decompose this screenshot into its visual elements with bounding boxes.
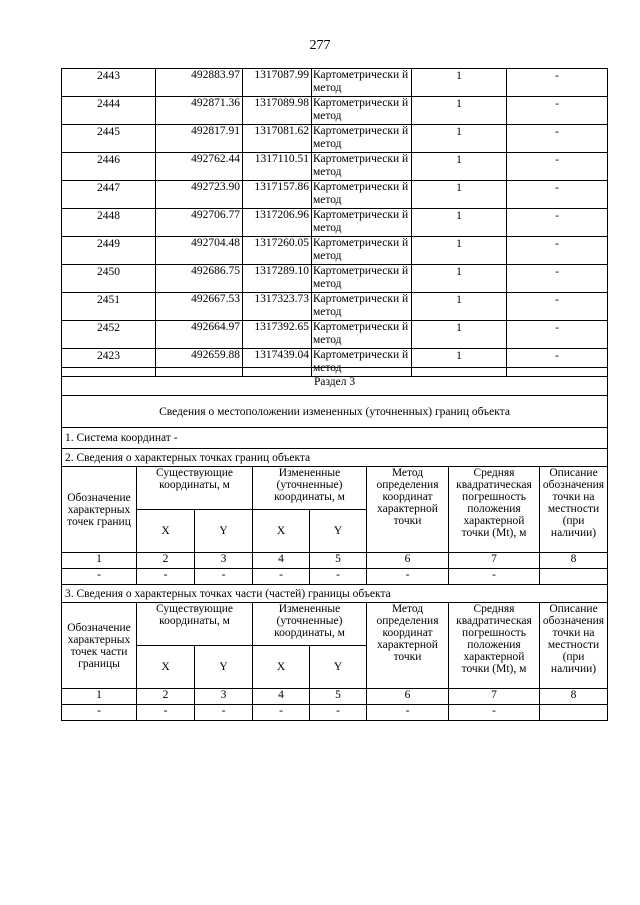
table-row [62,181,608,209]
accuracy-cell: 1 [412,181,507,209]
description-cell: - [507,69,608,97]
description-cell: - [507,321,608,349]
table-row [62,321,608,349]
coord-x: 492686.75 [156,265,243,293]
empty-cell: - [310,705,367,721]
header-y: Y [310,646,367,689]
col-number: 1 [62,689,137,705]
method-cell: Картометрически й метод [312,209,412,237]
coord-x: 492706.77 [156,209,243,237]
description-cell: - [507,265,608,293]
table-row [62,97,608,125]
table-row [62,125,608,153]
coord-y: 1317289.10 [243,265,312,293]
col-number: 5 [310,689,367,705]
method-cell: Картометрически й метод [312,265,412,293]
empty-cell: - [62,569,137,585]
header-y: Y [195,510,253,553]
description-cell: - [507,181,608,209]
table-row [62,265,608,293]
empty-cell: - [195,705,253,721]
description-cell: - [507,209,608,237]
point-number: 2446 [62,153,156,181]
coord-x: 492659.88 [156,349,243,377]
point-number: 2447 [62,181,156,209]
col-number: 2 [137,553,195,569]
coord-y: 1317089.98 [243,97,312,125]
col-number: 3 [195,553,253,569]
points-table [61,68,608,377]
header-changed: Измененные (уточненные) координаты, м [253,467,367,510]
coord-x: 492883.97 [156,69,243,97]
coord-y: 1317323.73 [243,293,312,321]
description-cell: - [507,153,608,181]
coord-x: 492723.90 [156,181,243,209]
description-cell: - [507,237,608,265]
header-designation: Обозначение характерных точек части границы [62,603,137,689]
section-subtitle: Сведения о местоположении измененных (уточненных) границ объекта [62,396,608,428]
col-number: 1 [62,553,137,569]
accuracy-cell: 1 [412,293,507,321]
coord-system: 1. Система координат - [62,428,608,449]
table-row [62,209,608,237]
empty-cell: - [62,705,137,721]
point-number: 2444 [62,97,156,125]
accuracy-cell: 1 [412,125,507,153]
description-cell: - [507,97,608,125]
header-changed: Измененные (уточненные) координаты, м [253,603,367,646]
accuracy-cell: 1 [412,153,507,181]
accuracy-cell: 1 [412,209,507,237]
description-cell: - [507,349,608,377]
coord-y: 1317260.05 [243,237,312,265]
coord-y: 1317206.96 [243,209,312,237]
coord-y: 1317439.04 [243,349,312,377]
method-cell: Картометрически й метод [312,293,412,321]
col-number: 7 [449,689,540,705]
header-description: Описание обозначения точки на местности (при наличии) [540,603,608,689]
empty-cell: - [137,569,195,585]
section-3-table [61,367,608,721]
point-number: 2423 [62,349,156,377]
method-cell: Картометрически й метод [312,153,412,181]
col-number: 2 [137,689,195,705]
col-number: 4 [253,689,310,705]
header-existing: Существующие координаты, м [137,603,253,646]
page-number: 277 [309,38,331,53]
table-row [62,237,608,265]
accuracy-cell: 1 [412,237,507,265]
empty-cell [540,705,608,721]
point-number: 2450 [62,265,156,293]
description-cell: - [507,125,608,153]
header-x: X [253,510,310,553]
header-x: X [253,646,310,689]
coord-x: 492667.53 [156,293,243,321]
col-number: 6 [367,553,449,569]
header-accuracy: Средняя квадратическая погрешность положения характерной точки (Mt), м [449,603,540,689]
col-number: 6 [367,689,449,705]
method-cell: Картометрически й метод [312,125,412,153]
coord-y: 1317392.65 [243,321,312,349]
point-number: 2443 [62,69,156,97]
header-y: Y [195,646,253,689]
coord-x: 492871.36 [156,97,243,125]
empty-cell: - [253,569,310,585]
header-method: Метод определения координат характерной точки [367,467,449,553]
col-number: 5 [310,553,367,569]
col-number: 8 [540,553,608,569]
header-description: Описание обозначения точки на местности (при наличии) [540,467,608,553]
col-number: 7 [449,553,540,569]
col-number: 4 [253,553,310,569]
point-number: 2451 [62,293,156,321]
empty-cell: - [449,705,540,721]
method-cell: Картометрически й метод [312,97,412,125]
header-x: X [137,510,195,553]
block3-title: 3. Сведения о характерных точках части (частей) границы объекта [62,585,608,603]
point-number: 2448 [62,209,156,237]
point-number: 2449 [62,237,156,265]
header-method: Метод определения координат характерной точки [367,603,449,689]
coord-y: 1317110.51 [243,153,312,181]
accuracy-cell: 1 [412,265,507,293]
method-cell: Картометрически й метод [312,349,412,377]
method-cell: Картометрически й метод [312,237,412,265]
coord-y: 1317081.62 [243,125,312,153]
method-cell: Картометрически й метод [312,181,412,209]
coord-y: 1317157.86 [243,181,312,209]
method-cell: Картометрически й метод [312,69,412,97]
coord-x: 492817.91 [156,125,243,153]
empty-cell [540,569,608,585]
accuracy-cell: 1 [412,349,507,377]
section-title: Раздел 3 [62,368,608,396]
empty-cell: - [449,569,540,585]
table-row [62,293,608,321]
header-accuracy: Средняя квадратическая погрешность положения характерной точки (Mt), м [449,467,540,553]
point-number: 2452 [62,321,156,349]
coord-x: 492704.48 [156,237,243,265]
coord-y: 1317087.99 [243,69,312,97]
point-number: 2445 [62,125,156,153]
block2-title: 2. Сведения о характерных точках границ объекта [62,449,608,467]
empty-cell: - [310,569,367,585]
table-row [62,153,608,181]
table-row [62,69,608,97]
description-cell: - [507,293,608,321]
empty-cell: - [137,705,195,721]
empty-cell: - [367,569,449,585]
header-y: Y [310,510,367,553]
method-cell: Картометрически й метод [312,321,412,349]
accuracy-cell: 1 [412,321,507,349]
coord-x: 492664.97 [156,321,243,349]
accuracy-cell: 1 [412,69,507,97]
col-number: 3 [195,689,253,705]
empty-cell: - [253,705,310,721]
col-number: 8 [540,689,608,705]
empty-cell: - [195,569,253,585]
header-x: X [137,646,195,689]
coord-x: 492762.44 [156,153,243,181]
header-existing: Существующие координаты, м [137,467,253,510]
empty-cell: - [367,705,449,721]
accuracy-cell: 1 [412,97,507,125]
header-designation: Обозначение характерных точек границ [62,467,137,553]
